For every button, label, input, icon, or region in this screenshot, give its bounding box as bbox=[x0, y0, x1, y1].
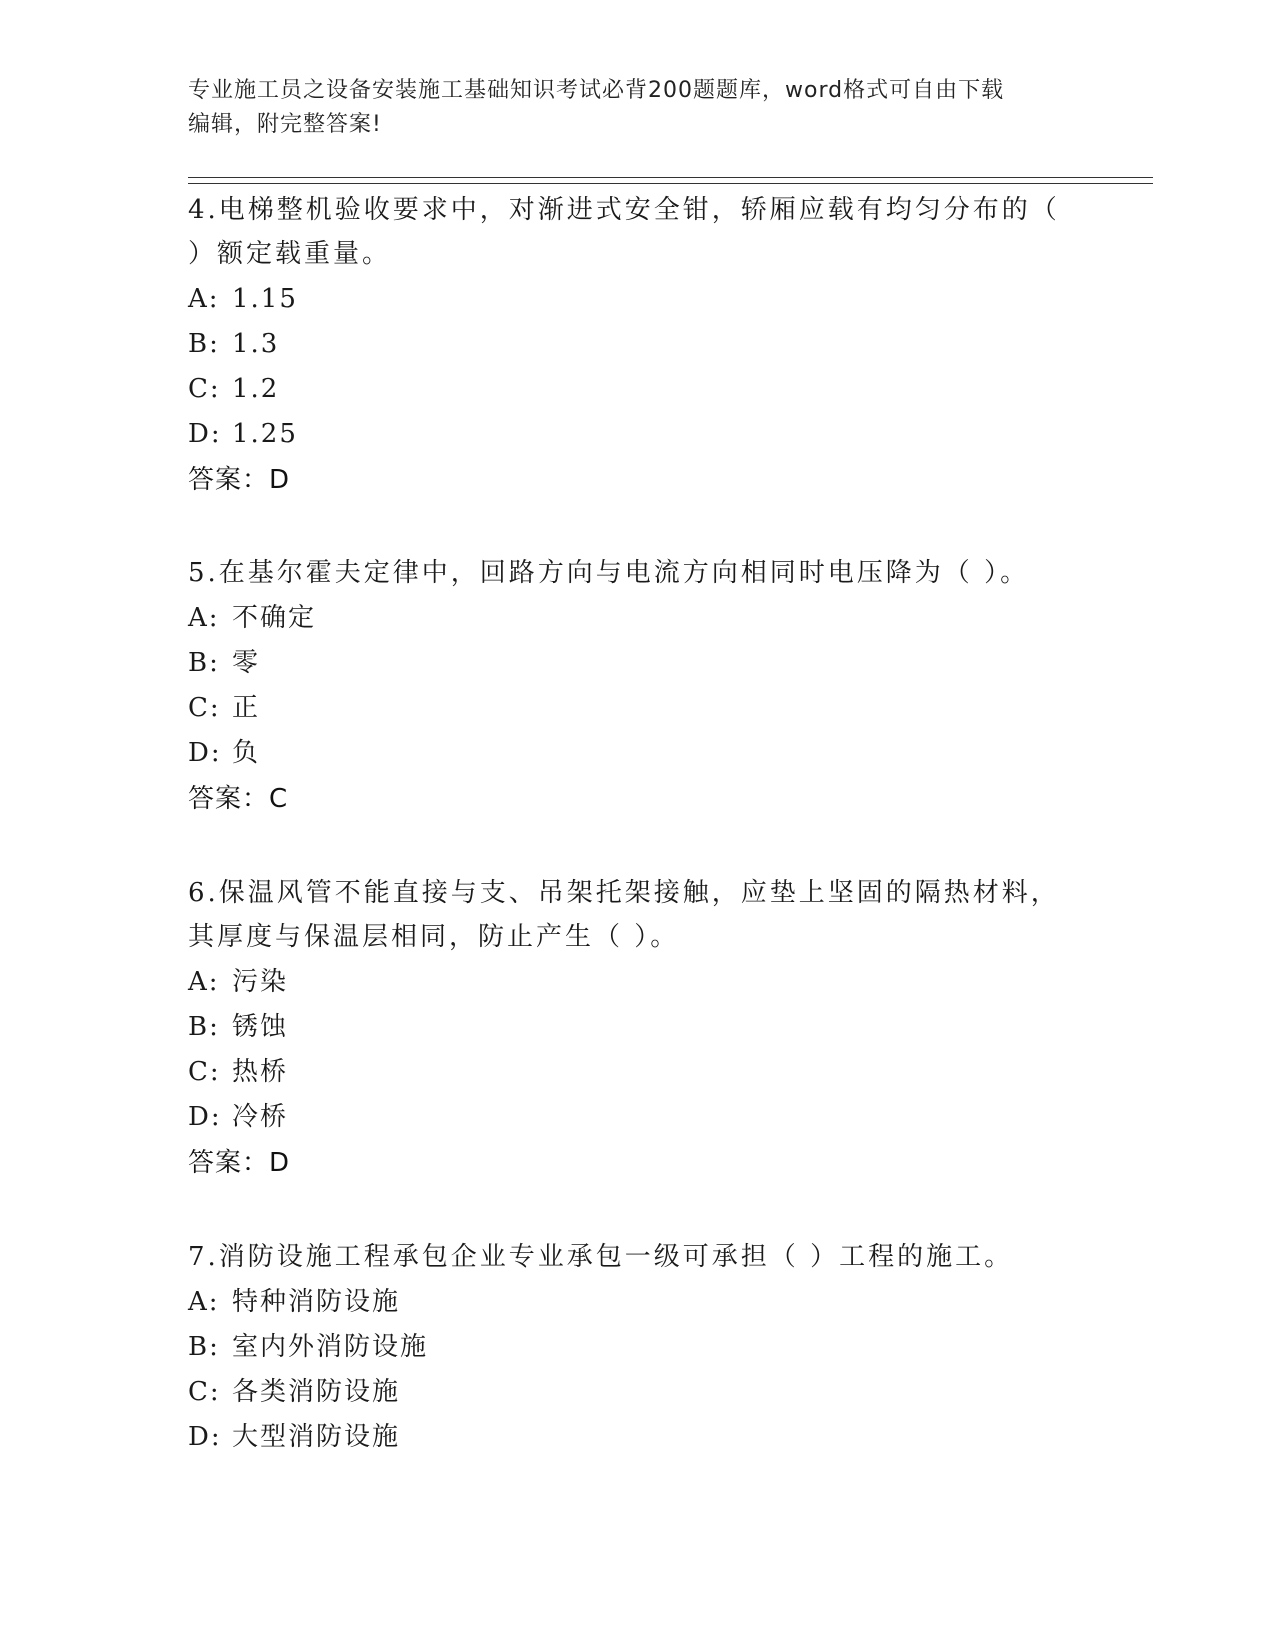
option-d bbox=[188, 412, 1068, 457]
option-text: 1.2 bbox=[232, 374, 280, 404]
option-d bbox=[188, 1415, 1068, 1460]
option-key: C: bbox=[188, 1377, 221, 1407]
option-text: 正 bbox=[232, 693, 261, 723]
answer-label: 答案：C bbox=[188, 784, 289, 814]
option-text: 1.25 bbox=[232, 419, 298, 449]
option-a bbox=[188, 277, 1068, 322]
option-c bbox=[188, 1050, 1068, 1095]
option-key: A: bbox=[188, 1287, 220, 1317]
option-key: C: bbox=[188, 374, 221, 404]
question-6 bbox=[188, 871, 1068, 1186]
option-key: D: bbox=[188, 738, 222, 768]
option-text: 负 bbox=[232, 738, 261, 768]
option-key: D: bbox=[188, 1102, 222, 1132]
option-d bbox=[188, 1095, 1068, 1140]
option-b bbox=[188, 1005, 1068, 1050]
answer-label: 答案：D bbox=[188, 465, 291, 495]
option-text: 1.3 bbox=[232, 329, 280, 359]
option-key: B: bbox=[188, 648, 220, 678]
option-c bbox=[188, 367, 1068, 412]
option-c bbox=[188, 686, 1068, 731]
option-b bbox=[188, 641, 1068, 686]
option-text: 特种消防设施 bbox=[232, 1287, 401, 1317]
option-text: 冷桥 bbox=[232, 1102, 289, 1132]
question-stem: 5.在基尔霍夫定律中，回路方向与电流方向相同时电压降为（ ）。 bbox=[188, 558, 1030, 588]
option-text: 不确定 bbox=[232, 603, 317, 633]
document-header bbox=[188, 74, 1088, 142]
option-text: 锈蚀 bbox=[232, 1012, 289, 1042]
question-stem: 6.保温风管不能直接与支、吊架托架接触，应垫上坚固的隔热材料，其厚度与保温层相同，防止产生（ ）。 bbox=[188, 878, 1060, 952]
option-text: 各类消防设施 bbox=[232, 1377, 401, 1407]
option-b bbox=[188, 1325, 1068, 1370]
option-text: 热桥 bbox=[232, 1057, 289, 1087]
option-key: C: bbox=[188, 1057, 221, 1087]
option-text: 大型消防设施 bbox=[232, 1422, 401, 1452]
option-key: B: bbox=[188, 1012, 220, 1042]
option-key: D: bbox=[188, 419, 222, 449]
option-c bbox=[188, 1370, 1068, 1415]
option-d bbox=[188, 731, 1068, 776]
header-line-1: 专业施工员之设备安装施工基础知识考试必背200题题库，word格式可自由下载 bbox=[188, 78, 1005, 103]
question-stem: 7.消防设施工程承包企业专业承包一级可承担（ ）工程的施工。 bbox=[188, 1242, 1014, 1272]
option-text: 室内外消防设施 bbox=[232, 1332, 429, 1362]
option-key: A: bbox=[188, 967, 220, 997]
option-key: A: bbox=[188, 284, 220, 314]
option-key: D: bbox=[188, 1422, 222, 1452]
option-key: A: bbox=[188, 603, 220, 633]
option-text: 零 bbox=[232, 648, 261, 678]
question-5 bbox=[188, 551, 1068, 822]
question-4 bbox=[188, 188, 1068, 503]
option-text: 污染 bbox=[232, 967, 289, 997]
header-line-2: 编辑，附完整答案! bbox=[188, 112, 382, 137]
header-divider-bottom bbox=[188, 183, 1153, 184]
option-key: B: bbox=[188, 1332, 220, 1362]
option-key: B: bbox=[188, 329, 220, 359]
answer-label: 答案：D bbox=[188, 1148, 291, 1178]
header-divider-top bbox=[188, 177, 1153, 178]
option-key: C: bbox=[188, 693, 221, 723]
option-a bbox=[188, 596, 1068, 641]
option-a bbox=[188, 1280, 1068, 1325]
option-b bbox=[188, 322, 1068, 367]
question-7 bbox=[188, 1235, 1068, 1460]
question-stem: 4.电梯整机验收要求中，对渐进式安全钳，轿厢应载有均匀分布的（ ）额定载重量。 bbox=[188, 195, 1060, 269]
option-a bbox=[188, 960, 1068, 1005]
option-text: 1.15 bbox=[232, 284, 298, 314]
